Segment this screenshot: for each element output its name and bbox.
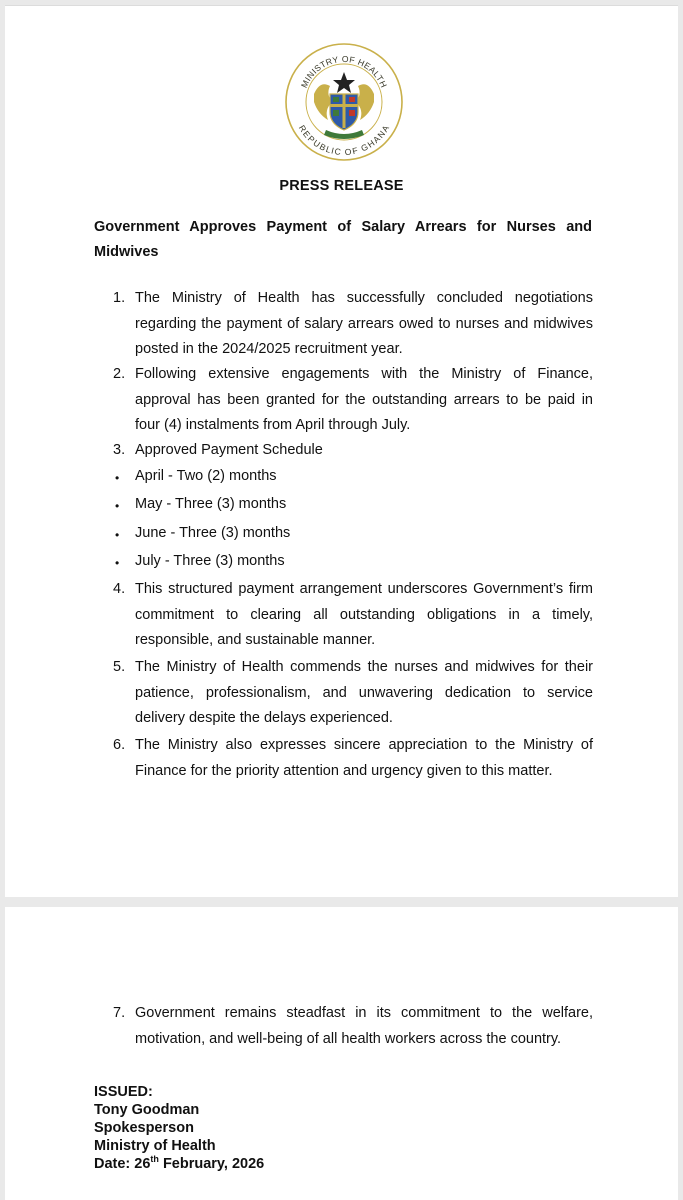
bullet-icon: • <box>115 556 120 570</box>
item-number: 5. <box>113 659 126 675</box>
issued-label: ISSUED: <box>94 1084 153 1100</box>
item-text: The Ministry also expresses sincere appreciation to the Ministry of Finance for the priority attention and urgency given to this matter. <box>135 737 593 779</box>
list-item <box>113 464 593 492</box>
item-number: 4. <box>113 581 126 597</box>
bullet-icon: • <box>115 471 120 485</box>
list-item <box>113 655 593 732</box>
signatory-name: Tony Goodman <box>94 1102 200 1118</box>
item-number: 2. <box>113 366 126 382</box>
list-item <box>113 521 593 549</box>
date-prefix: Date: 26 <box>94 1156 151 1172</box>
list-item <box>113 438 593 464</box>
page-2 <box>5 907 678 1200</box>
date-suffix: February, 2026 <box>158 1156 265 1172</box>
list-item <box>113 492 593 520</box>
list-item <box>113 1001 593 1052</box>
document-title: PRESS RELEASE <box>279 178 404 194</box>
item-text: The Ministry of Health commends the nurses and midwives for their patience, professionalism, and unwavering dedication to service delivery despite the delays experienced. <box>135 659 593 726</box>
signature-block <box>94 1083 264 1173</box>
item-text: June - Three (3) months <box>135 525 291 541</box>
seal-top-text: MINISTRY OF HEALTH <box>298 53 390 90</box>
signatory-organization: Ministry of Health <box>94 1138 216 1154</box>
item-text: This structured payment arrangement underscores Government’s firm commitment to clearing all outstanding obligations in a timely, responsible, and sustainable manner. <box>135 581 593 648</box>
date-ordinal: th <box>150 1154 159 1165</box>
bullet-icon: • <box>115 528 120 542</box>
list-item <box>113 549 593 577</box>
item-text: May - Three (3) months <box>135 496 287 512</box>
list-item <box>113 362 593 439</box>
item-text: Government remains steadfast in its commitment to the welfare, motivation, and well-being of all health workers across the country. <box>135 1005 593 1047</box>
ministry-of-health-seal-icon <box>284 42 404 162</box>
item-text: The Ministry of Health has successfully concluded negotiations regarding the payment of salary arrears owed to nurses and midwives posted in the 2024/2025 recruitment year. <box>135 290 593 357</box>
list-item <box>113 577 593 654</box>
item-number: 3. <box>113 442 126 458</box>
item-number: 7. <box>113 1005 126 1021</box>
issue-date <box>94 1155 264 1173</box>
bullet-icon: • <box>115 499 120 513</box>
item-text: Following extensive engagements with the Ministry of Finance, approval has been granted for the outstanding arrears to be paid in four (4) instalments from April through July. <box>135 366 593 433</box>
item-text: July - Three (3) months <box>135 553 285 569</box>
seal-bottom-text: REPUBLIC OF GHANA <box>296 123 392 158</box>
item-text: April - Two (2) months <box>135 468 277 484</box>
list-item <box>113 733 593 784</box>
list-item <box>113 286 593 363</box>
item-text: Approved Payment Schedule <box>135 442 323 458</box>
document-headline: Government Approves Payment of Salary Arrears for Nurses and Midwives <box>94 219 592 260</box>
page-1 <box>5 5 678 897</box>
signatory-role: Spokesperson <box>94 1120 194 1136</box>
item-number: 1. <box>113 290 126 306</box>
page-edge <box>5 5 678 6</box>
item-number: 6. <box>113 737 126 753</box>
